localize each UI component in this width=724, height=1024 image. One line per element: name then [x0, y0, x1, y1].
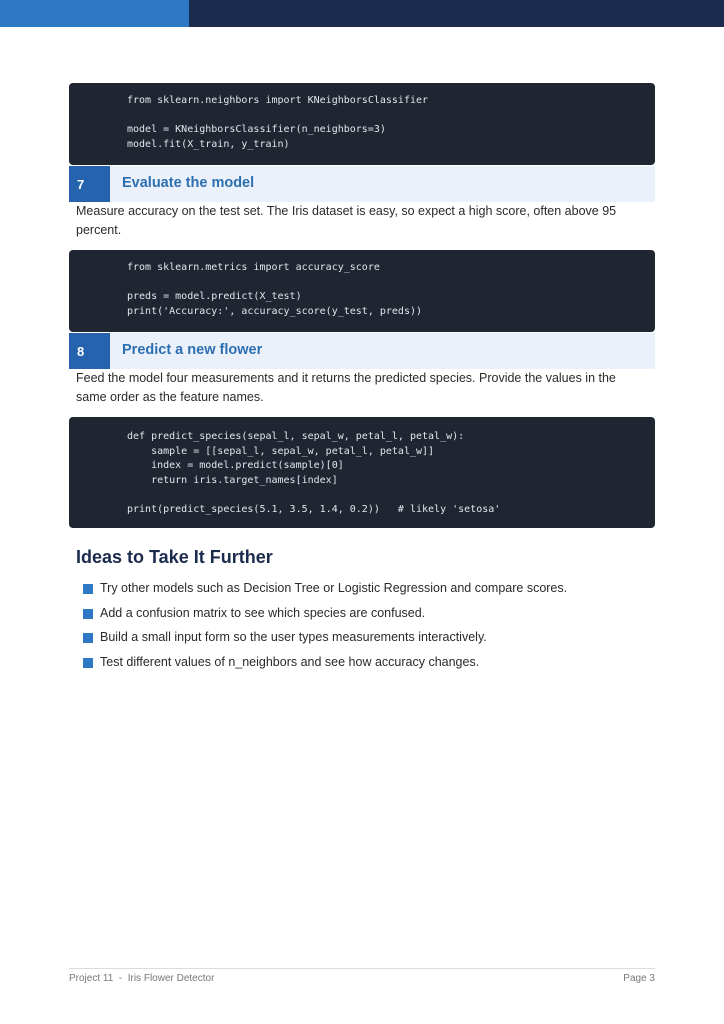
code-line: def predict_species(sepal_l, sepal_w, petal_l, petal_w):	[127, 431, 465, 442]
code-line	[127, 276, 655, 291]
step-8-description: Feed the model four measurements and it returns the predicted species. Provide the values in the same order as the feature names.	[76, 371, 616, 404]
header-accent-block	[0, 0, 189, 27]
list-item	[83, 653, 567, 678]
step-number: 7	[69, 166, 110, 202]
bullet-square-icon	[83, 633, 93, 643]
list-item	[83, 628, 567, 653]
code-line	[127, 109, 655, 124]
code-block-accuracy	[69, 250, 655, 332]
code-line: sample = [[sepal_l, sepal_w, petal_l, petal_w]]	[127, 445, 435, 457]
idea-text: Test different values of n_neighbors and see how accuracy changes.	[100, 654, 480, 669]
code-line: model = KNeighborsClassifier(n_neighbors=3)	[127, 124, 386, 136]
code-line	[127, 488, 655, 503]
idea-text: Build a small input form so the user types measurements interactively.	[100, 630, 487, 644]
bullet-square-icon	[83, 658, 93, 668]
code-line: print(predict_species(5.1, 3.5, 1.4, 0.2)) # likely 'setosa'	[127, 503, 501, 515]
section-heading-ideas: Ideas to Take It Further	[76, 547, 273, 567]
list-item	[83, 604, 567, 629]
idea-text: Try other models such as Decision Tree or Logistic Regression and compare scores.	[100, 581, 568, 595]
ideas-list	[83, 579, 567, 677]
code-block-predict-function	[69, 417, 655, 528]
bullet-square-icon	[83, 609, 93, 619]
step-7-description: Measure accuracy on the test set. The Iris dataset is easy, so expect a high score, often above 95 percent.	[76, 204, 617, 237]
code-line: return iris.target_names[index]	[127, 474, 338, 486]
footer-divider	[69, 968, 655, 969]
footer-page-number: Page 3	[623, 973, 655, 984]
code-line: print('Accuracy:', accuracy_score(y_test, preds))	[127, 305, 423, 317]
code-line: preds = model.predict(X_test)	[127, 291, 302, 303]
step-title: Predict a new flower	[122, 342, 263, 358]
step-number: 8	[69, 333, 110, 369]
list-item	[83, 579, 567, 604]
code-block-knn-model	[69, 83, 655, 165]
footer-project-label: Project 11 - Iris Flower Detector	[69, 973, 215, 984]
code-line: from sklearn.metrics import accuracy_score	[127, 262, 380, 273]
step-7-header	[69, 166, 655, 202]
step-title: Evaluate the model	[122, 175, 255, 191]
code-line: index = model.predict(sample)[0]	[127, 460, 344, 472]
code-line: from sklearn.neighbors import KNeighborsClassifier	[127, 95, 429, 106]
step-8-header	[69, 333, 655, 369]
bullet-square-icon	[83, 584, 93, 594]
idea-text: Add a confusion matrix to see which species are confused.	[100, 605, 426, 620]
code-line: model.fit(X_train, y_train)	[127, 138, 290, 150]
page-header-bar	[0, 0, 724, 27]
